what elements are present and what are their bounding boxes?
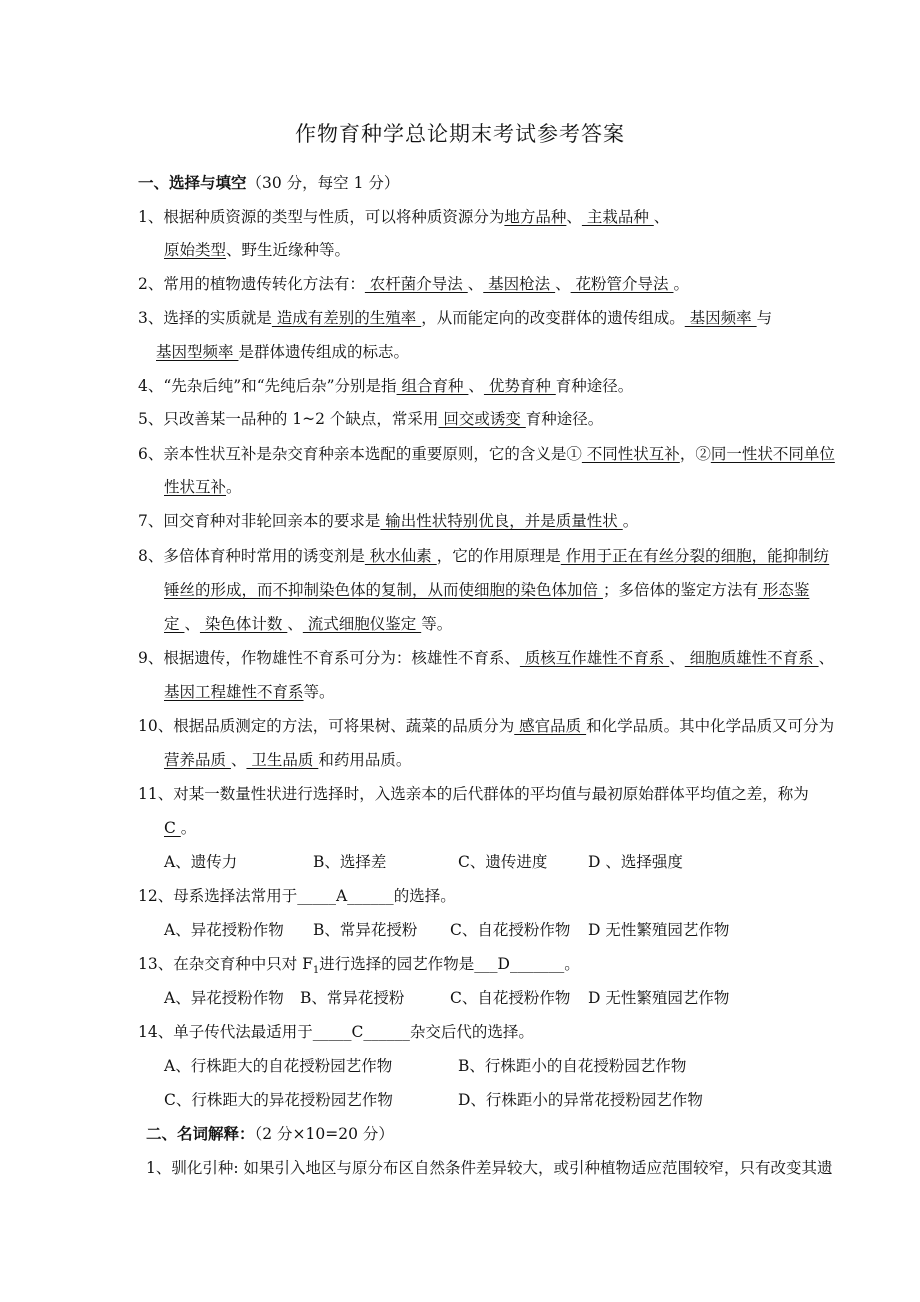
q6-suffix: 。 (226, 478, 242, 496)
q8-answer-5: 流式细胞仪鉴定 (302, 615, 422, 633)
page-title: 作物育种学总论期末考试参考答案 (295, 122, 625, 146)
question-8-line-2 (164, 579, 809, 601)
question-5 (138, 408, 603, 430)
q11-option-c: C、遗传进度 (458, 853, 548, 871)
q13-option-c: C、自花授粉作物 (450, 989, 571, 1007)
section1-heading (138, 172, 399, 194)
q8-middle-2: ；多倍体的鉴定方法有 (602, 581, 758, 599)
q1-prompt: 1、根据种质资源的类型与性质，可以将种质资源分为 (138, 208, 505, 226)
q8-suffix: 等。 (421, 615, 453, 633)
q13-prompt: 13、在杂交育种中只对 F (138, 955, 313, 973)
q13-option-b: B、常异花授粉 (300, 989, 405, 1007)
question-14 (138, 1021, 534, 1043)
question-13 (138, 953, 580, 982)
q11-suffix: 。 (180, 819, 197, 837)
q8-answer-4: 染色体计数 (199, 615, 288, 633)
q11-option-a: A、遗传力 (164, 853, 238, 871)
q11-option-b: B、选择差 (313, 853, 387, 871)
q2-suffix: 。 (673, 275, 689, 293)
q10-sep: 、 (230, 751, 247, 769)
section2-heading (146, 1123, 394, 1145)
q13-subscript: 1 (312, 965, 320, 977)
q13-suffix: 。 (564, 955, 580, 973)
q14-option-c: C、行株距大的异花授粉园艺作物 (164, 1091, 393, 1109)
q12-option-a: A、异花授粉作物 (164, 921, 284, 939)
q10-answer-2: 营养品质 (164, 751, 231, 769)
q4-answer-1: 组合育种 (396, 377, 469, 395)
q10-answer-3: 卫生品质 (246, 751, 319, 769)
q6-answer-2-cont: 性状互补 (164, 478, 227, 496)
q11-option-d: D 、选择强度 (588, 853, 683, 871)
q9-answer-1: 质核互作雄性不育系 (519, 649, 670, 667)
section2-title: 二、名词解释： (146, 1124, 255, 1143)
q1-sep-1: 、 (566, 208, 582, 226)
question-9-line-1 (138, 647, 834, 669)
q3-prompt: 3、选择的实质就是 (138, 309, 272, 327)
question-12 (138, 885, 456, 907)
question-6-line-1 (138, 443, 835, 465)
definition-1: 1、驯化引种: 如果引入地区与原分布区自然条件差异较大，或引种植物适应范围较窄，只有改变其遗 (146, 1159, 833, 1177)
q8-answer-1: 秋水仙素 (364, 547, 437, 565)
q6-answer-1: 不同性状互补 (581, 445, 680, 463)
q4-prompt: 4、“先杂后纯”和“先纯后杂”分别是指 (138, 377, 397, 395)
q14-answer: _____C______ (312, 1023, 410, 1041)
q9-answer-2: 细胞质雄性不育系 (684, 649, 819, 667)
q10-middle: 和化学品质。其中化学品质又可分为 (586, 717, 835, 735)
q13-prompt-2: 进行选择的园艺作物是 (319, 955, 475, 973)
q11-answer: C (164, 819, 181, 837)
section2-note: （2 分×10=20 分） (254, 1125, 394, 1143)
q12-prompt: 12、母系选择法常用于 (138, 887, 298, 905)
q3-answer-2: 基因频率 (684, 309, 757, 327)
q4-suffix: 育种途径。 (555, 377, 634, 395)
q11-prompt: 11、对某一数量性状进行选择时，入选亲本的后代群体的平均值与最初原始群体平均值之差，称为 (138, 785, 809, 803)
q6-answer-2: 同一性状不同单位 (710, 445, 835, 463)
q3-middle-2: 与 (756, 309, 773, 327)
q13-option-d: D 无性繁殖园艺作物 (588, 989, 730, 1007)
question-1-line-1 (138, 206, 669, 228)
question-2 (138, 273, 689, 295)
q14-option-d: D、行株距小的异常花授粉园艺作物 (458, 1091, 703, 1109)
q13-option-a: A、异花授粉作物 (164, 989, 284, 1007)
q2-sep-2: 、 (555, 275, 571, 293)
q1-answer-2: 主栽品种 (581, 208, 654, 226)
q8-answer-3: 形态鉴 (757, 581, 810, 599)
q14-option-b: B、行株距小的自花授粉园艺作物 (458, 1057, 687, 1075)
question-6-line-2 (164, 476, 242, 498)
q6-prompt: 6、亲本性状互补是杂交育种亲本选配的重要原则，它的含义是① (138, 445, 582, 463)
q1-suffix: 、野生近缘种等。 (226, 241, 351, 259)
q9-suffix: 等。 (303, 683, 335, 701)
q5-answer-1: 回交或诱变 (438, 410, 526, 428)
question-9-line-2 (164, 681, 335, 703)
question-11-line-1 (138, 783, 809, 805)
q4-sep: 、 (468, 377, 484, 395)
q4-answer-2: 优势育种 (483, 377, 556, 395)
q12-option-c: C、自花授粉作物 (450, 921, 571, 939)
question-1-line-2 (164, 239, 350, 261)
q12-answer: _____A______ (297, 887, 394, 905)
q2-sep-1: 、 (467, 275, 484, 293)
q14-option-a: A、行株距大的自花授粉园艺作物 (164, 1057, 393, 1075)
question-3-line-2 (156, 341, 409, 363)
q3-suffix: 是群体遗传组成的标志。 (238, 343, 409, 361)
question-10-line-1 (138, 715, 834, 737)
q1-sep-2: 、 (653, 208, 670, 226)
q12-option-d: D 无性繁殖园艺作物 (588, 921, 730, 939)
question-10-line-2 (164, 749, 411, 771)
question-3-line-1 (138, 307, 772, 329)
q7-answer-1: 输出性状特别优良，并是质量性状 (380, 512, 623, 530)
q9-sep-2: 、 (818, 649, 835, 667)
q2-answer-1: 农杆菌介导法 (364, 275, 468, 293)
q1-answer-3: 原始类型 (164, 241, 227, 259)
q12-suffix: 的选择。 (393, 887, 456, 905)
q12-option-b: B、常异花授粉 (313, 921, 418, 939)
q1-answer-1: 地方品种 (504, 208, 567, 226)
question-7 (138, 510, 638, 532)
q2-answer-2: 基因枪法 (483, 275, 556, 293)
q3-answer-3: 基因型频率 (156, 343, 239, 361)
q8-prompt: 8、多倍体育种时常用的诱变剂是 (138, 547, 365, 565)
q8-middle: ，它的作用原理是 (436, 547, 561, 565)
section1-title: 一、选择与填空 (138, 173, 247, 192)
q7-suffix: 。 (622, 512, 639, 530)
q5-suffix: 育种途径。 (525, 410, 604, 428)
question-11-line-2 (164, 817, 196, 839)
q3-answer-1: 造成有差别的生殖率 (271, 309, 422, 327)
question-4 (138, 375, 633, 397)
q2-prompt: 2、常用的植物遗传转化方法有： (138, 275, 365, 293)
q7-prompt: 7、回交育种对非轮回亲本的要求是 (138, 512, 381, 530)
q5-prompt: 5、只改善某一品种的 1~2 个缺点，常采用 (138, 410, 439, 428)
q8-answer-2-cont: 锤丝的形成，而不抑制染色体的复制，从而使细胞的染色体加倍 (164, 581, 603, 599)
q8-answer-3-cont: 定 (164, 615, 185, 633)
q13-answer: ___D_______ (474, 955, 565, 973)
q6-middle: ，② (679, 445, 711, 463)
q14-prompt: 14、单子传代法最适用于 (138, 1023, 313, 1041)
q10-prompt: 10、根据品质测定的方法，可将果树、蔬菜的品质分为 (138, 717, 515, 735)
q9-prompt: 9、根据遗传，作物雄性不育系可分为：核雄性不育系、 (138, 649, 520, 667)
section1-note: （30 分，每空 1 分） (246, 174, 400, 192)
q9-answer-3: 基因工程雄性不育系 (164, 683, 304, 701)
q8-answer-2: 作用于正在有丝分裂的细胞，能抑制纺 (560, 547, 830, 565)
q10-answer-1: 感官品质 (514, 717, 587, 735)
q3-middle: ，从而能定向的改变群体的遗传组成。 (421, 309, 685, 327)
q14-suffix: 杂交后代的选择。 (409, 1023, 534, 1041)
question-8-line-3 (164, 613, 452, 635)
q8-sep-2: 、 (287, 615, 303, 633)
q2-answer-3: 花粉管介导法 (570, 275, 674, 293)
q8-sep-1: 、 (184, 615, 200, 633)
q10-suffix: 和药用品质。 (318, 751, 412, 769)
question-8-line-1 (138, 545, 829, 567)
q9-sep-1: 、 (669, 649, 685, 667)
